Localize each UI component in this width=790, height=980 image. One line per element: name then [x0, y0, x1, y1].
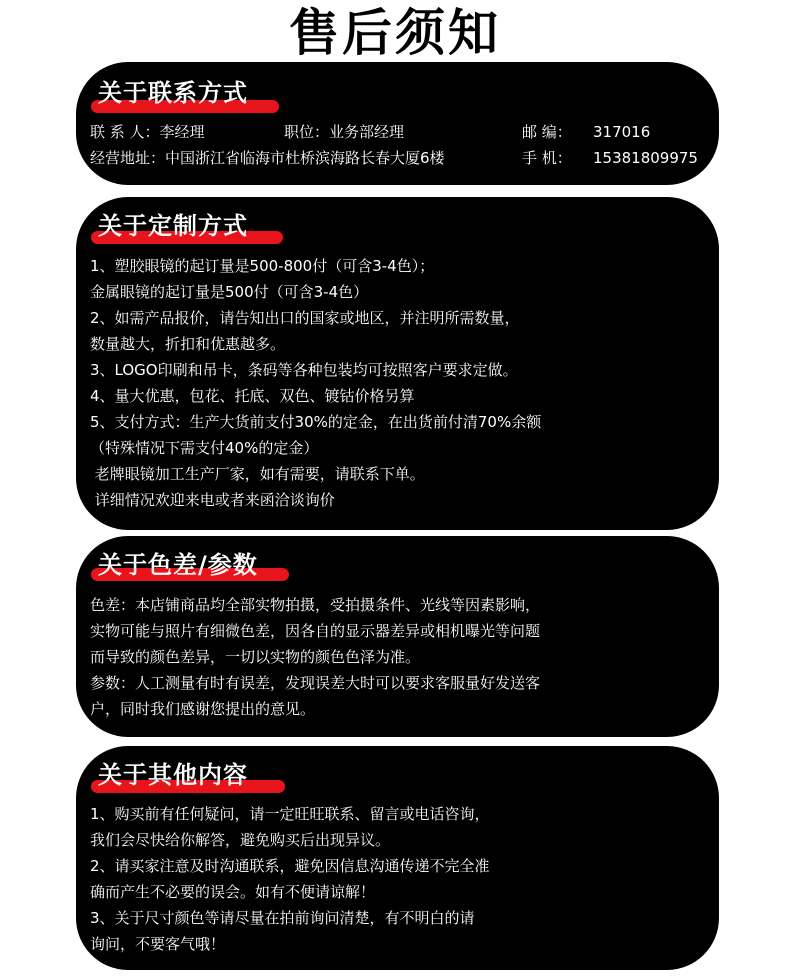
- list-item: 金属眼镜的起订量是500付（可含3-4色）: [90, 283, 369, 301]
- postcode-value: 317016: [593, 123, 651, 141]
- list-item: 我们会尽快给你解答，避免购买后出现异议。: [90, 831, 391, 849]
- list-item: 5、支付方式：生产大货前支付30%的定金，在出货前付清70%余额: [90, 413, 542, 431]
- list-item: 2、如需产品报价，请告知出口的国家或地区，并注明所需数量，: [90, 309, 520, 327]
- contact-position: 职位：业务部经理: [284, 123, 405, 141]
- list-item: 4、量大优惠，包花、托底、双色、镀钴价格另算: [90, 387, 415, 405]
- color-parameters-panel: [76, 536, 719, 737]
- list-item: 确而产生不必要的误会。如有不便请谅解！: [90, 883, 376, 901]
- list-item: 数量越大，折扣和优惠越多。: [90, 335, 286, 353]
- color-list: [90, 592, 705, 722]
- list-item: 3、关于尺寸颜色等请尽量在拍前询问清楚，有不明白的请: [90, 909, 475, 927]
- customization-heading: 关于定制方式: [98, 212, 248, 240]
- list-item: 实物可能与照片有细微色差，因各自的显示器差异或相机曝光等问题: [90, 622, 541, 640]
- list-item: 户，同时我们感谢您提出的意见。: [90, 700, 316, 718]
- postcode-label: 邮 编：: [522, 123, 572, 141]
- other-list: [90, 801, 705, 957]
- other-content-panel: [76, 746, 719, 970]
- contact-person: 联 系 人：李经理: [90, 123, 205, 141]
- list-item: 询问，不要客气哦！: [90, 935, 226, 953]
- mobile-label: 手 机：: [522, 149, 572, 167]
- business-address: 经营地址：中国浙江省临海市杜桥滨海路长春大厦6楼: [90, 149, 445, 167]
- page-title: 售后须知: [289, 4, 501, 62]
- other-heading: 关于其他内容: [98, 761, 248, 789]
- list-item: 参数：人工测量有时有误差，发现误差大时可以要求客服量好发送客: [90, 674, 541, 692]
- contact-panel: [76, 62, 719, 185]
- customization-list: [90, 253, 705, 513]
- list-item: 详细情况欢迎来电或者来函洽谈询价: [90, 491, 335, 509]
- list-item: （特殊情况下需支付40%的定金）: [90, 439, 319, 457]
- list-item: 色差：本店铺商品均全部实物拍摄，受拍摄条件、光线等因素影响，: [90, 596, 541, 614]
- list-item: 3、LOGO印刷和吊卡，条码等各种包装均可按照客户要求定做。: [90, 361, 518, 379]
- mobile-value: 15381809975: [593, 149, 698, 167]
- list-item: 而导致的颜色差异，一切以实物的颜色色泽为准。: [90, 648, 421, 666]
- list-item: 1、塑胶眼镜的起订量是500-800付（可含3-4色）；: [90, 257, 435, 275]
- contact-heading: 关于联系方式: [98, 79, 248, 107]
- list-item: 老牌眼镜加工生产厂家，如有需要，请联系下单。: [90, 465, 425, 483]
- list-item: 1、购买前有任何疑问，请一定旺旺联系、留言或电话咨询，: [90, 805, 490, 823]
- customization-panel: [76, 197, 719, 530]
- color-heading: 关于色差/参数: [98, 551, 258, 579]
- list-item: 2、请买家注意及时沟通联系，避免因信息沟通传递不完全准: [90, 857, 490, 875]
